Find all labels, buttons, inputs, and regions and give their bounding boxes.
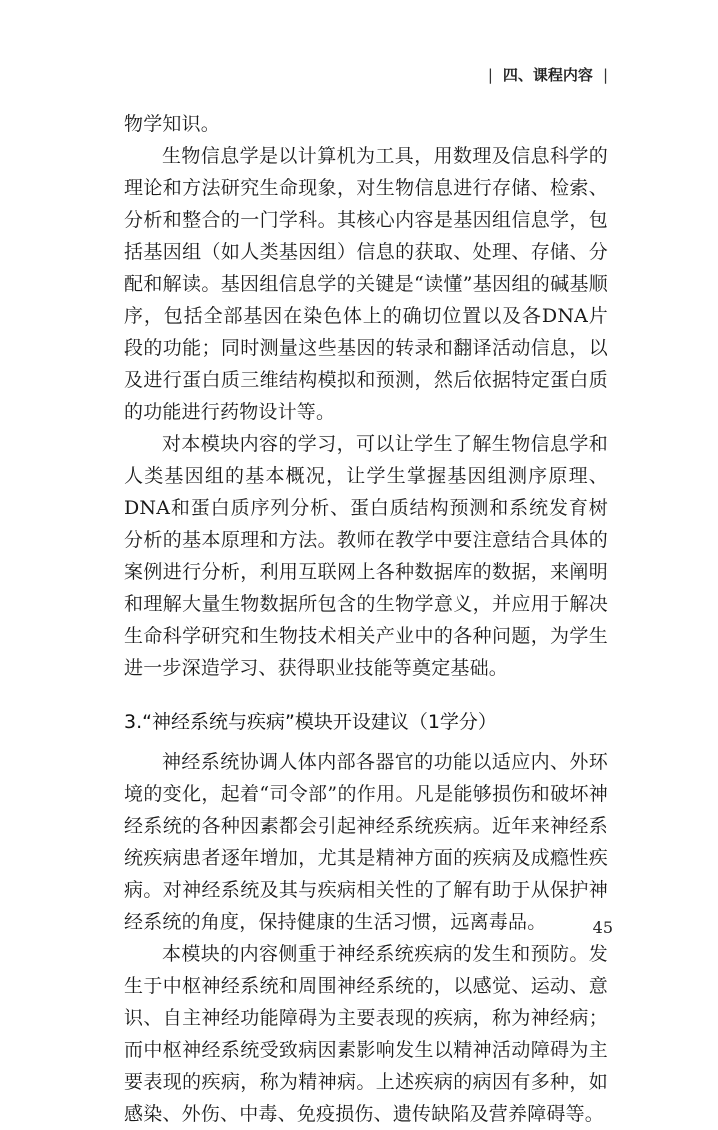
- page-number: 45: [592, 918, 613, 937]
- paragraph-module-focus: 本模块的内容侧重于神经系统疾病的发生和预防。发生于中枢神经系统和周围神经系统的，以感觉、运动、意识、自主神经功能障碍为主要表现的疾病，称为神经病；而中枢神经系统受致病因素影响发生以精神活动障碍为主要表现的疾病，称为精神病。上述疾病的病因有多种，如感染、外伤、中毒、免疫损伤、遗传缺陷及营养障碍等。: [124, 943, 608, 1125]
- paragraph-continuation: 物学知识。: [124, 113, 221, 135]
- paragraph-module-learning: 对本模块内容的学习，可以让学生了解生物信息学和人类基因组的基本概况，让学生掌握基因组测序原理、DNA和蛋白质序列分析、蛋白质结构预测和系统发育树分析的基本原理和方法。教师在教学中要注意结合具体的案例进行分析，利用互联网上各种数据库的数据，来阐明和理解大量生物数据所包含的生物学意义，并应用于解决生命科学研究和生物技术相关产业中的各种问题，为学生进一步深造学习、获得职业技能等奠定基础。: [124, 433, 608, 679]
- running-header: [478, 64, 618, 85]
- paragraph-nervous-system: 神经系统协调人体内部各器官的功能以适应内、外环境的变化，起着“司令部”的作用。凡是能够损伤和破坏神经系统的各种因素都会引起神经系统疾病。近年来神经系统疾病患者逐年增加，尤其是精神方面的疾病及成瘾性疾病。对神经系统及其与疾病相关性的了解有助于从保护神经系统的角度，保持健康的生活习惯，远离毒品。: [124, 751, 608, 933]
- header-divider-right: |: [602, 66, 608, 84]
- body-text: [124, 108, 608, 1130]
- section-heading: 3.“神经系统与疾病”模块开设建议（1学分）: [124, 711, 497, 733]
- paragraph-bioinformatics-definition: 生物信息学是以计算机为工具，用数理及信息科学的理论和方法研究生命现象，对生物信息进行存储、检索、分析和整合的一门学科。其核心内容是基因组信息学，包括基因组（如人类基因组）信息的获取、处理、存储、分配和解读。基因组信息学的关键是“读懂”基因组的碱基顺序，包括全部基因在染色体上的确切位置以及各DNA片段的功能；同时测量这些基因的转录和翻译活动信息，以及进行蛋白质三维结构模拟和预测，然后依据特定蛋白质的功能进行药物设计等。: [124, 145, 608, 423]
- header-section-title: 四、课程内容: [502, 66, 593, 84]
- header-divider-left: |: [487, 66, 493, 84]
